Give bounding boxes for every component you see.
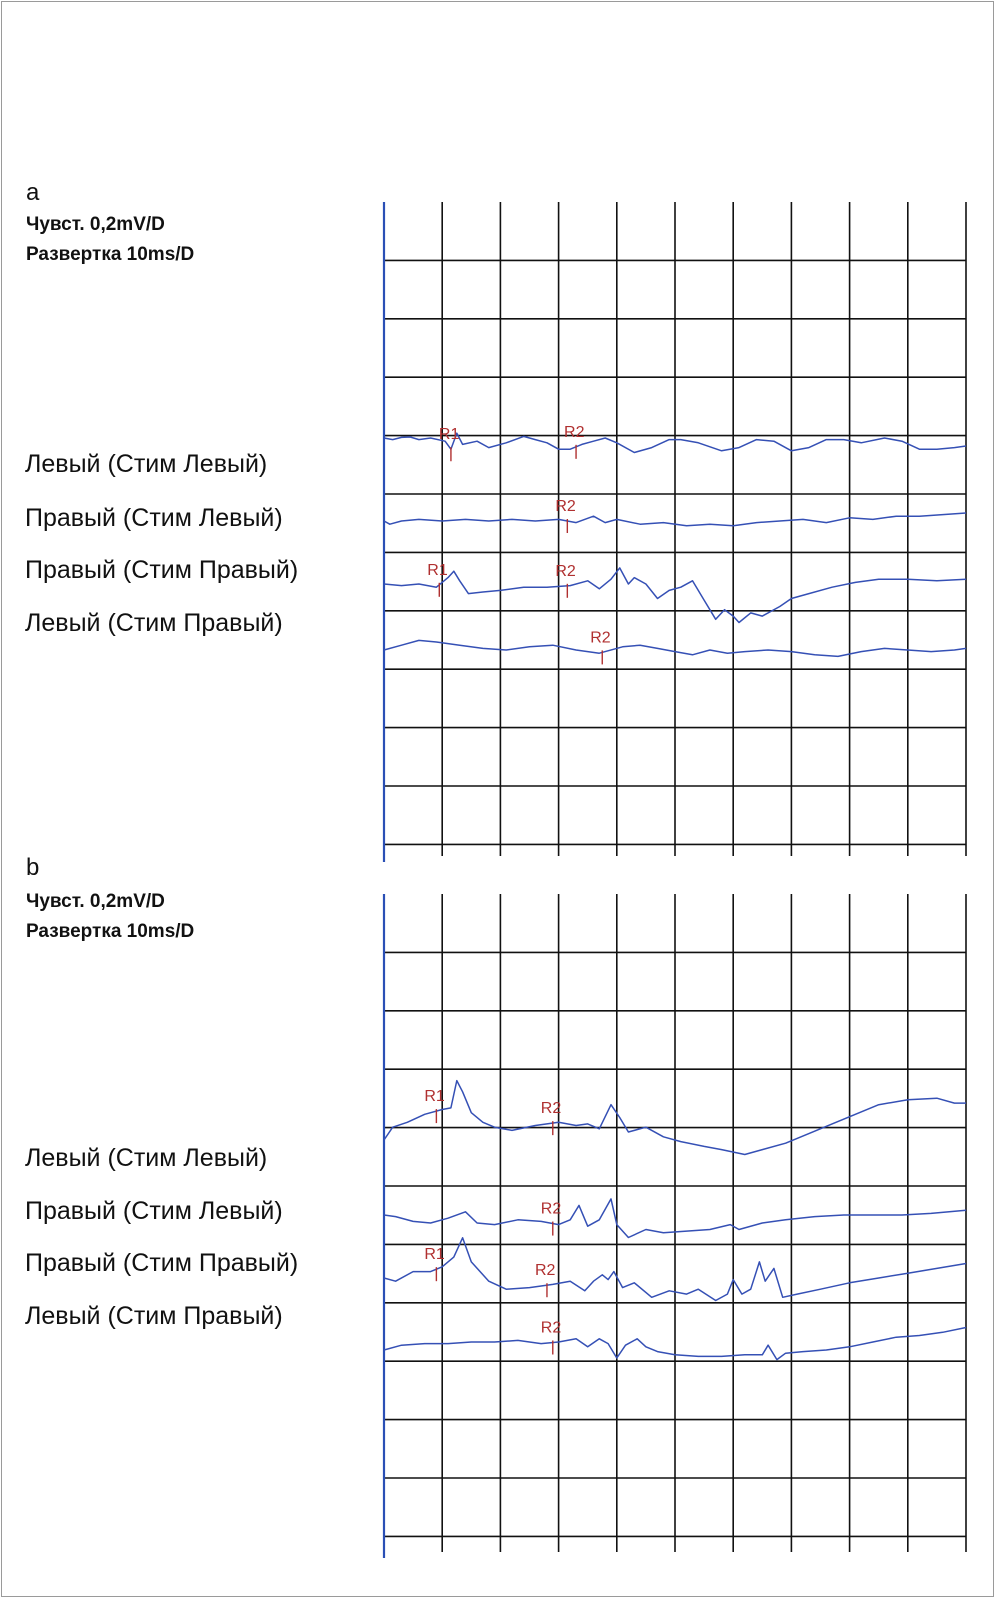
panel-a-trace-label-2: Правый (Стим Левый)	[25, 504, 283, 532]
panel-b-trace-label-2: Правый (Стим Левый)	[25, 1197, 283, 1225]
panel-b-marker-label: R2	[540, 1319, 562, 1337]
panel-a-trace-label-3: Правый (Стим Правый)	[25, 556, 299, 584]
panel-a-letter: a	[26, 179, 40, 206]
panel-a-sensitivity: Чувст. 0,2mV/D	[26, 214, 165, 235]
panel-b-marker-label: R1	[424, 1246, 445, 1264]
panel-a-sweep: Развертка 10ms/D	[26, 244, 195, 265]
panel-a-marker-label: R2	[555, 562, 576, 580]
panel-b-letter: b	[26, 854, 40, 881]
panel-a-trace-label-1: Левый (Стим Левый)	[25, 450, 268, 478]
panel-a-marker-label: R2	[590, 629, 611, 647]
panel-a-marker-label: R2	[564, 423, 585, 441]
panel-b-marker-label: R2	[540, 1100, 562, 1118]
panel-b-sweep: Развертка 10ms/D	[26, 921, 195, 942]
panel-a-marker-label: R2	[555, 498, 576, 515]
panel-b-marker-label: R1	[424, 1088, 445, 1106]
panel-b-marker-label: R2	[534, 1262, 556, 1280]
panel-a-marker-label: R1	[427, 561, 448, 579]
panel-a-marker-label: R1	[438, 426, 460, 444]
panel-a-trace-label-4: Левый (Стим Правый)	[25, 609, 283, 637]
panel-b-trace-label-4: Левый (Стим Правый)	[25, 1302, 283, 1330]
panel-b-trace-label-3: Правый (Стим Правый)	[25, 1249, 299, 1277]
panel-b-marker-label: R2	[540, 1200, 562, 1218]
panel-b-sensitivity: Чувст. 0,2mV/D	[26, 891, 165, 912]
panel-b-trace-label-1: Левый (Стим Левый)	[25, 1144, 268, 1172]
